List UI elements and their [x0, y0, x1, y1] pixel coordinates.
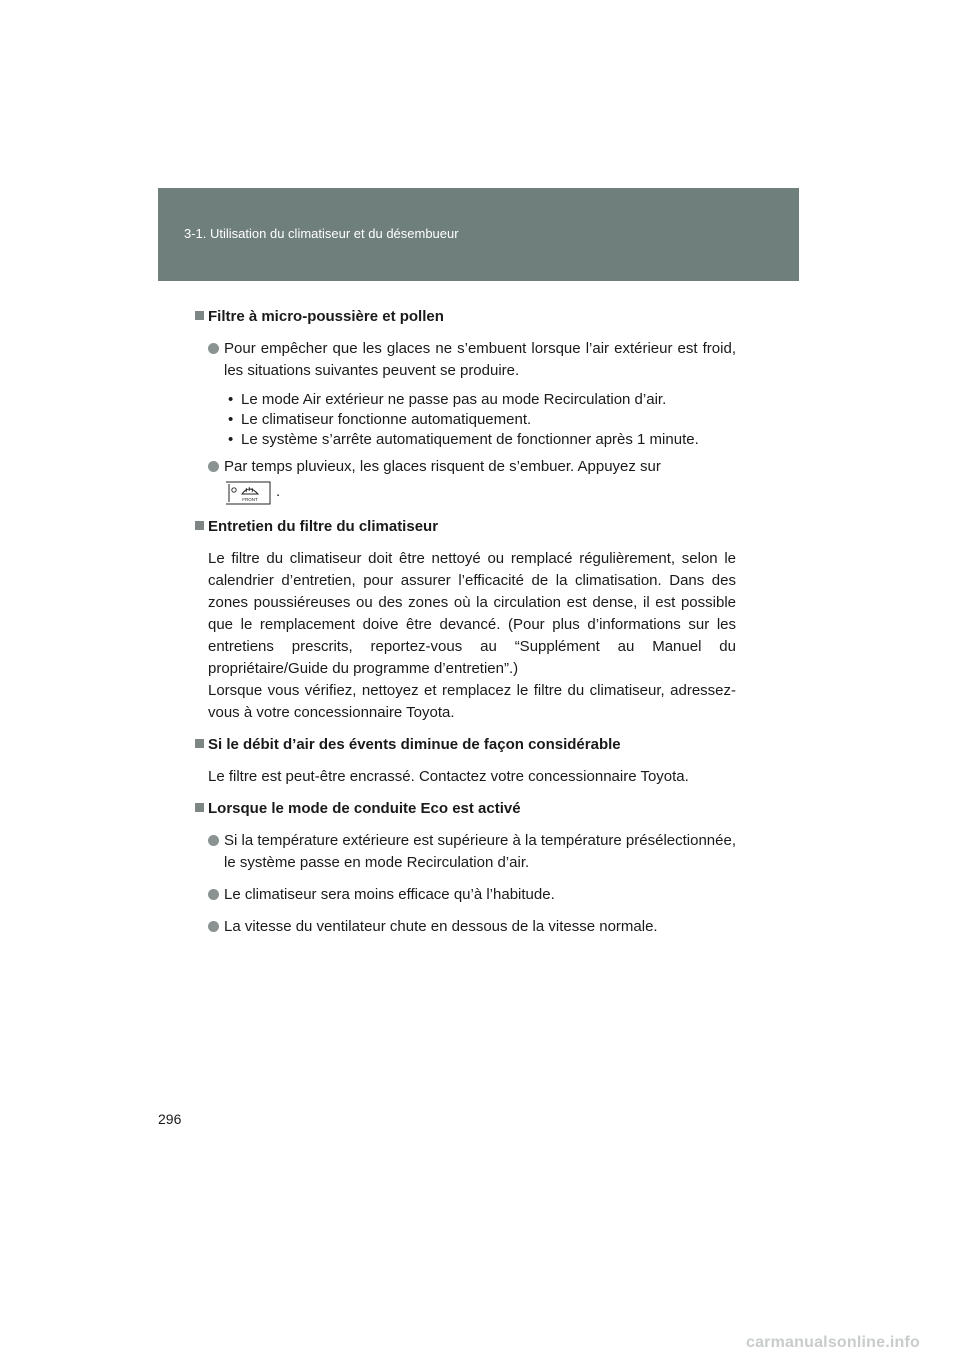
paragraph: Le filtre est peut-être encrassé. Contactez votre concessionnaire Toyota.: [208, 768, 689, 785]
section-title-airflow: [195, 734, 736, 756]
bullet-text: Par temps pluvieux, les glaces risquent de s’embuer. Appuyez sur: [224, 458, 661, 475]
square-bullet-icon: [195, 311, 204, 320]
page-number: 296: [158, 1111, 182, 1127]
section-title-eco-mode: [195, 798, 736, 820]
section-title-maintenance: [195, 516, 736, 538]
sub-list: [224, 390, 736, 450]
bullet-item: [208, 338, 736, 382]
bullet-text: Si la température extérieure est supérieure à la température présélectionnée, le système passe en mode Recirculation d’air.: [224, 832, 736, 871]
bullet-text: Le climatiseur sera moins efficace qu’à l’habitude.: [224, 886, 555, 903]
paragraph: Lorsque vous vérifiez, nettoyez et remplacez le filtre du climatiseur, adressez-vous à votre concessionnaire Toyota.: [208, 682, 736, 721]
section-title-text: Entretien du filtre du climatiseur: [208, 518, 439, 535]
square-bullet-icon: [195, 521, 204, 530]
round-bullet-icon: [208, 835, 219, 846]
round-bullet-icon: [208, 889, 219, 900]
button-label: FRONT: [242, 497, 258, 502]
section-title-filter: [195, 306, 736, 328]
sub-list-item: • Le mode Air extérieur ne passe pas au mode Recirculation d’air.: [224, 390, 736, 410]
round-bullet-icon: [208, 343, 219, 354]
round-bullet-icon: [208, 461, 219, 472]
section-title-text: Si le débit d’air des évents diminue de façon considérable: [208, 736, 621, 753]
bullet-text-end: .: [276, 482, 281, 500]
bullet-text: La vitesse du ventilateur chute en dessous de la vitesse normale.: [224, 918, 658, 935]
sub-list-item: • Le système s’arrête automatiquement de fonctionner après 1 minute.: [224, 430, 736, 450]
bullet-item: [208, 884, 736, 906]
paragraph: Le filtre du climatiseur doit être nettoyé ou remplacé régulièrement, selon le calendrier d’entretien, pour assurer l’efficacité de la climatisation. Dans des zones poussiéreuses ou des zones où la circulation est dense, il est possible que le remplacement doive être devancé. (Pour plus d’informations sur les entretiens prescrits, reportez-vous au “Supplément au Manuel du propriétaire/Guide du programme d’entretien”.): [208, 550, 736, 677]
chapter-header: [158, 188, 799, 281]
section-title-text: Filtre à micro-poussière et pollen: [208, 308, 444, 325]
section-title-text: Lorsque le mode de conduite Eco est activé: [208, 800, 521, 817]
bullet-item: [208, 456, 736, 506]
chapter-title: 3-1. Utilisation du climatiseur et du désembueur: [184, 226, 459, 241]
page-content: [208, 306, 736, 948]
bullet-item: [208, 830, 736, 874]
square-bullet-icon: [195, 739, 204, 748]
sub-list-item: • Le climatiseur fonctionne automatiquement.: [224, 410, 736, 430]
square-bullet-icon: [195, 803, 204, 812]
front-defogger-button-icon: [224, 480, 272, 506]
bullet-item: [208, 916, 736, 938]
bullet-text: Pour empêcher que les glaces ne s’embuent lorsque l’air extérieur est froid, les situations suivantes peuvent se produire.: [224, 340, 736, 379]
round-bullet-icon: [208, 921, 219, 932]
watermark: carmanualsonline.info: [745, 1334, 920, 1351]
